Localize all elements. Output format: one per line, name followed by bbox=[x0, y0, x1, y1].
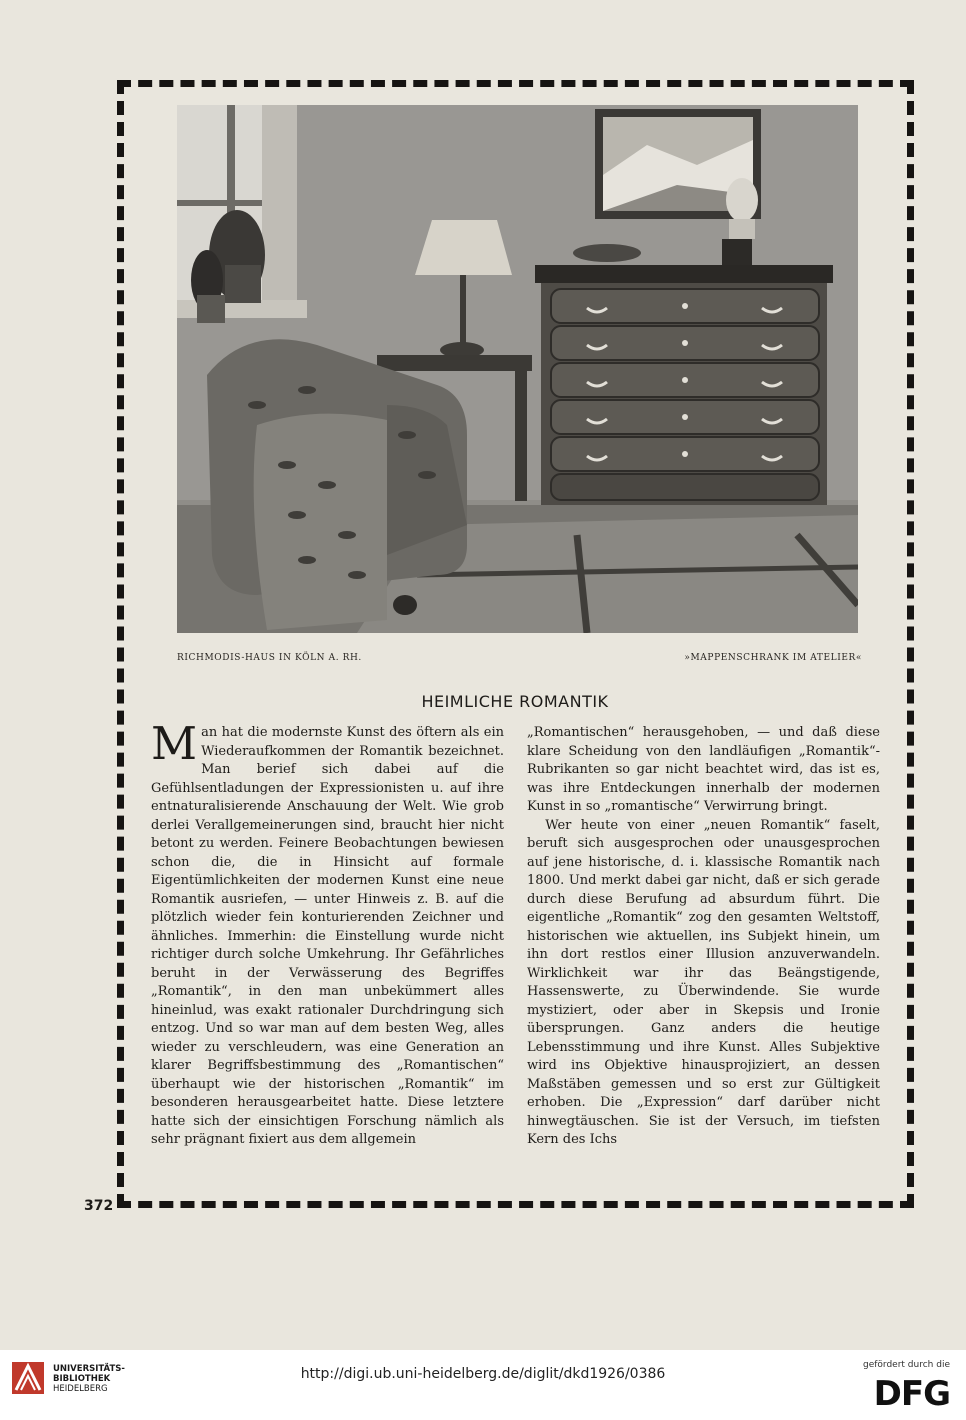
source-url-link[interactable]: http://digi.ub.uni-heidelberg.de/diglit/dkd1926/0386 bbox=[300, 1366, 666, 1382]
library-line-2: BIBLIOTHEK bbox=[53, 1374, 111, 1384]
interior-photo-drawing bbox=[177, 105, 858, 633]
paragraph: „Romantischen“ herausgehoben, — und daß diese klare Scheidung von den landläufigen „Romantik“-Rubrikanten so gar nicht beachtet wird, das ist es, was ihre Entdeckungen innerhalb der modernen Kunst in so „romantische“ Verwirrung bringt. bbox=[527, 725, 880, 814]
paragraph bbox=[151, 717, 504, 1150]
page-number: 372 bbox=[84, 1198, 114, 1214]
paragraph: Wer heute von einer „neuen Romantik“ faselt, beruft sich ausgesprochen oder unausgesprochen auf jene historische, d. i. klassische Romantik nach 1800. Und merkt dabei gar nicht, daß er sich gerade durch diese Berufung ad absurdum führt. Die eigentliche „Romantik“ zog den gesamten Weltstoff, historischen wie aktuellen, ins Subjekt hinein, um ihn dort restlos einer Illusion anzuverwandeln. Wirklichkeit war ihr das Beängstigende, Hassenswerte, zu Überwindende. Sie wurde mystiziert, oder aber in Skepsis und Ironie übersprungen. Ganz anders die heutige Lebensstimmung und ihre Kunst. Alles Subjektive wird ins Objektive hinausprojiziert, an dessen Maßstäben gemessen und so erst zur Gültigkeit erhoben. Die „Expression“ darf darüber nicht hinwegtäuschen. Sie ist der Versuch, im tiefsten Kern des Ichs bbox=[527, 817, 880, 1147]
digitization-footer bbox=[0, 1350, 966, 1420]
article-column-left bbox=[151, 717, 504, 1150]
library-line-1: UNIVERSITÄTS- bbox=[53, 1364, 125, 1374]
library-line-3: HEIDELBERG bbox=[53, 1384, 108, 1394]
article-title: HEIMLICHE ROMANTIK bbox=[421, 692, 609, 711]
dropcap-initial: M bbox=[151, 717, 198, 770]
dfg-logo: DFG bbox=[873, 1374, 950, 1414]
photo-caption-location: RICHMODIS-HAUS IN KÖLN A. RH. bbox=[177, 653, 362, 663]
interior-photograph bbox=[177, 105, 858, 633]
article-column-right bbox=[527, 724, 880, 1150]
funding-note: gefördert durch die bbox=[863, 1360, 950, 1370]
paragraph-text: an hat die modernste Kunst des öftern als ein Wiederaufkommen der Romantik bezeichnet. Man berief sich dabei auf die Gefühlsentladungen der Expressionisten u. auf ihre entnaturalisierende Anschauung der Welt. Wie grob derlei Verallgemeinerungen sind, braucht hier nicht betont zu werden. Feinere Beobachtungen bewiesen schon die, die in Hinsicht auf formale Eigentümlichkeiten der modernen Kunst eine neue Romantik ausriefen, — unter Hinweis z. B. auf die plötzlich wieder fein konturierenden Zeichner und ähnliches. Immerhin: die Einstellung wurde nicht richtiger durch solche Umkehrung. Ihr Gefährliches beruht in der Verwässerung des Begriffes „Romantik“, in den man unbekümmert alles hineinlud, was exakt rationaler Durchdringung sich entzog. Und so war man auf dem besten Weg, alles wieder zu verschleudern, was eine Generation an klarer Begriffsbestimmung des „Romantischen“ überhaupt wie der historischen „Romantik“ im besonderen herausgearbeitet hatte. Diese letztere hatte sich der einsichtigen Forschung nämlich als sehr prägnant fixiert aus dem allgemein bbox=[151, 725, 504, 1147]
photo-caption-title: »MAPPENSCHRANK IM ATELIER« bbox=[684, 653, 862, 663]
